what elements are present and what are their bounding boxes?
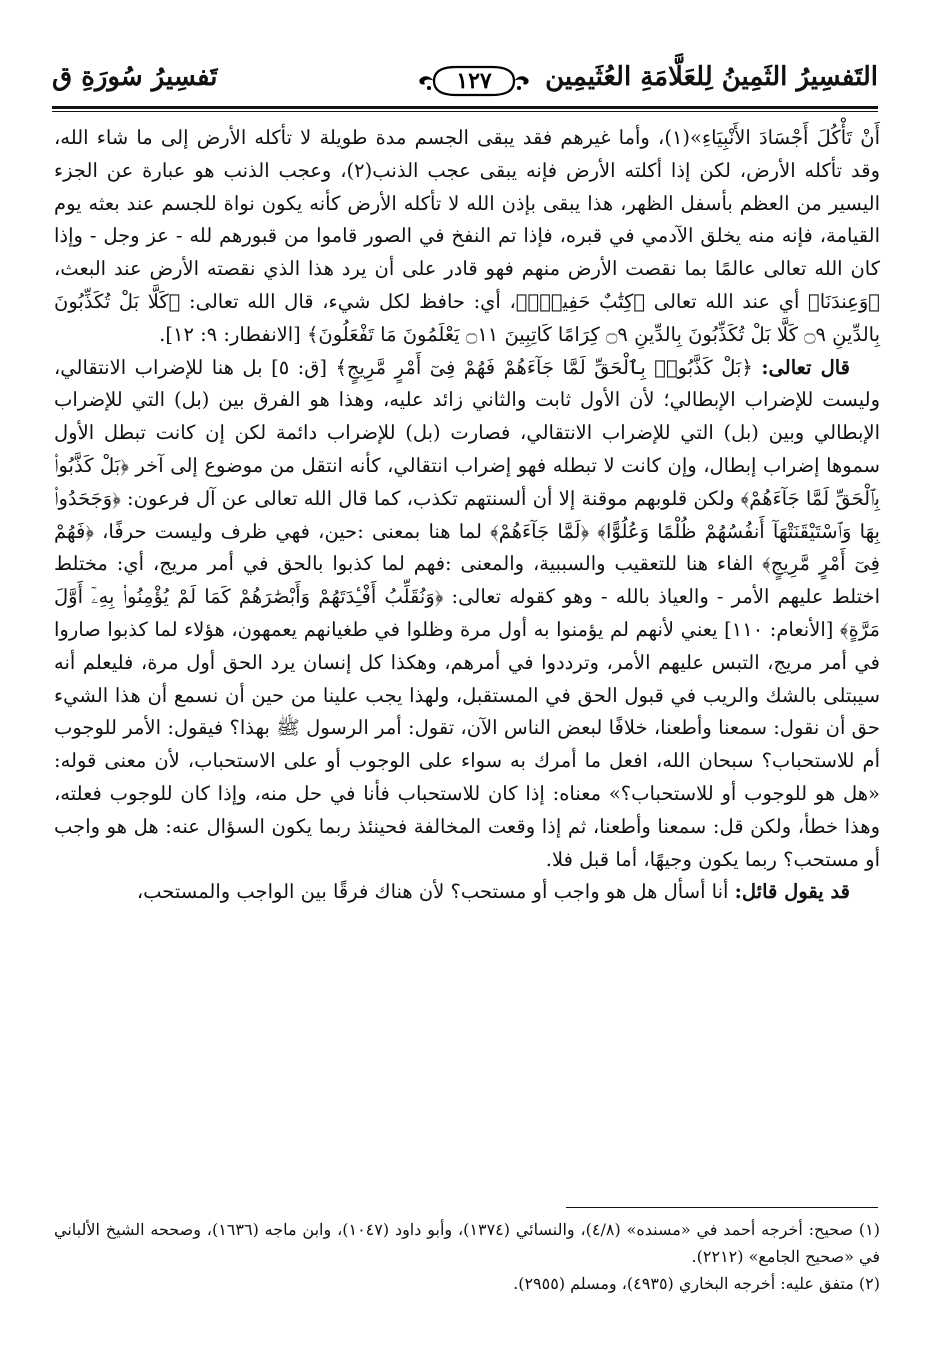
page-number: ١٢٧ — [456, 68, 492, 94]
paragraph-text: أَنْ تَأْكُلَ أَجْسَادَ الأَنْبِيَاءِ»(١)، وأما غيرهم فقد يبقى الجسم مدة طويلة لا تأكله الأرض إلى ما شاء الله، وقد تأكله الأرض، لكن إذا أكلته الأرض فإنه يبقى عجب الذنب(٢)، وعجب الذنب هو عبارة عن الجزء اليسير من العظم بأسفل الظهر، هذا يبقى بإذن الله لا تأكله الأرض كأنه يكون نواة للجسم عند بعثه يوم القيامة، فإنه منه يخلق الآدمي في قبره، فإذا تم النفخ في الصور قاموا من قبورهم لله - عز وجل - وإذا كان الله تعالى عالمًا بما نقصت الأرض منهم فهو قادر على أن يرد هذا الذي نقصته الأرض عند البعث، ﴿وَعِندَنَا﴾ أي عند الله تعالى ﴿كِتَٰبٌ حَفِيظٌۢ﴾، أي: حافظ لكل شيء، قال الله تعالى: ﴿كَلَّا بَلْ تُكَذِّبُونَ بِالدِّينِ ۝٩ كَلَّا بَلْ تُكَذِّبُونَ بِالدِّينِ ۝٩ كِرَامًا كَاتِبِينَ ۝١١ يَعْلَمُونَ مَا تَفْعَلُونَ﴾ [الانفطار: ٩: ١٢]. — [54, 126, 881, 346]
paragraph — [54, 122, 880, 352]
footnote: (١) صحيح: أخرجه أحمد في «مسنده» (٤/٨)، والنسائي (١٣٧٤)، وأبو داود (١٠٤٧)، وابن ماجه (١٦٣٦)، وصححه الشيخ الألباني في «صحيح الجامع» (٢٢١٢). — [54, 1220, 881, 1266]
paragraph-text: ﴿بَلْ كَذَّبُوا۟ بِٱلْحَقِّ لَمَّا جَآءَهُمْ فَهُمْ فِىٓ أَمْرٍ مَّرِيجٍ﴾ [ق: ٥] بل هنا للإضراب الانتقالي، وليست للإضراب الإبطالي؛ لأن الأول ثابت والثاني زائد عليه، وهذا هو الفرق بين (بل) التي للإضراب الإبطالي وبين (بل) التي للإضراب الانتقالي، فصارت (بل) للإضراب دائمة لكن إن كانت تبطل الأول سموها إضراب إبطال، وإن كانت لا تبطله فهو إضراب انتقالي، كأنه انتقل من موضوع إلى آخر ﴿بَلْ كَذَّبُوا۟ بِٱلْحَقِّ لَمَّا جَآءَهُمْ﴾ ولكن قلوبهم موقنة إلا أن ألسنتهم تكذب، كما قال الله تعالى عن آل فرعون: ﴿وَجَحَدُوا۟ بِهَا وَٱسْتَيْقَنَتْهَآ أَنفُسُهُمْ ظُلْمًا وَعُلُوًّا﴾ ﴿لَمَّا جَآءَهُمْ﴾ لما هنا بمعنى :حين، فهي ظرف وليست حرفًا، ﴿فَهُمْ فِىٓ أَمْرٍ مَّرِيجٍ﴾ الفاء هنا للتعقيب والسببية، والمعنى :فهم لما كذبوا بالحق في أمر مريج، أي: مختلط اختلط عليهم الأمر - والعياذ بالله - وهو كقوله تعالى: ﴿وَنُقَلِّبُ أَفْـِٔدَتَهُمْ وَأَبْصَٰرَهُمْ كَمَا لَمْ يُؤْمِنُوا۟ بِهِۦٓ أَوَّلَ مَرَّةٍ﴾ [الأنعام: ١١٠] يعني لأنهم لم يؤمنوا به أول مرة وظلوا في طغيانهم يعمهون، هؤلاء لما كذبوا صاروا في أمر مريج، التبس عليهم الأمر، وترددوا في أمرهم، وهكذا كل إنسان يرد الحق أول مرة، فليعلم أنه سيبتلى بالشك والريب في قبول الحق في المستقبل، ولهذا يجب علينا من حين أن نسمع أن هذا الشيء حق أن نقول: سمعنا وأطعنا، خلافًا لبعض الناس الآن، تقول: أمر الرسول ﷺ بهذا؟ فيقول: الأمر للوجوب أم للاستحباب؟ سبحان الله، افعل ما أمرك به سواء على الوجوب أو على الاستحباب، لأن معنى قوله: «هل هو للوجوب أو للاستحباب؟» معناه: إذا كان للاستحباب فأنا في حل منه، وإذا كان للوجوب فعلته، وهذا خطأ، ولكن قل: سمعنا وأطعنا، ثم إذا وقعت المخالفة فحينئذ ربما يكون السؤال عنه: هل هو واجب أو مستحب؟ ربما يكون وجيهًا، أما قبل فلا. — [54, 355, 880, 871]
paragraph-text: أنا أسأل هل هو واجب أو مستحب؟ لأن هناك فرقًا بين الواجب والمستحب، — [136, 880, 735, 904]
header-divider — [52, 106, 878, 109]
footnotes — [54, 1216, 880, 1297]
paragraph — [54, 876, 880, 909]
footnote-divider — [566, 1207, 878, 1208]
surah-title: تَفسِيرُ سُورَةِ ق — [52, 62, 218, 92]
book-title: التَفسِيرُ الثَمِينُ لِلعَلَّامَةِ العُثَيمِين — [545, 62, 878, 92]
page-number-badge — [416, 64, 532, 98]
page-header — [52, 48, 878, 110]
footnote: (٢) متفق عليه: أخرجه البخاري (٤٩٣٥)، ومسلم (٢٩٥٥). — [513, 1274, 880, 1293]
main-text — [54, 122, 880, 909]
paragraph-lead: قال تعالى: — [761, 355, 850, 379]
paragraph — [54, 352, 880, 877]
header-divider-thin — [52, 111, 878, 112]
paragraph-lead: قد يقول قائل: — [734, 880, 850, 904]
